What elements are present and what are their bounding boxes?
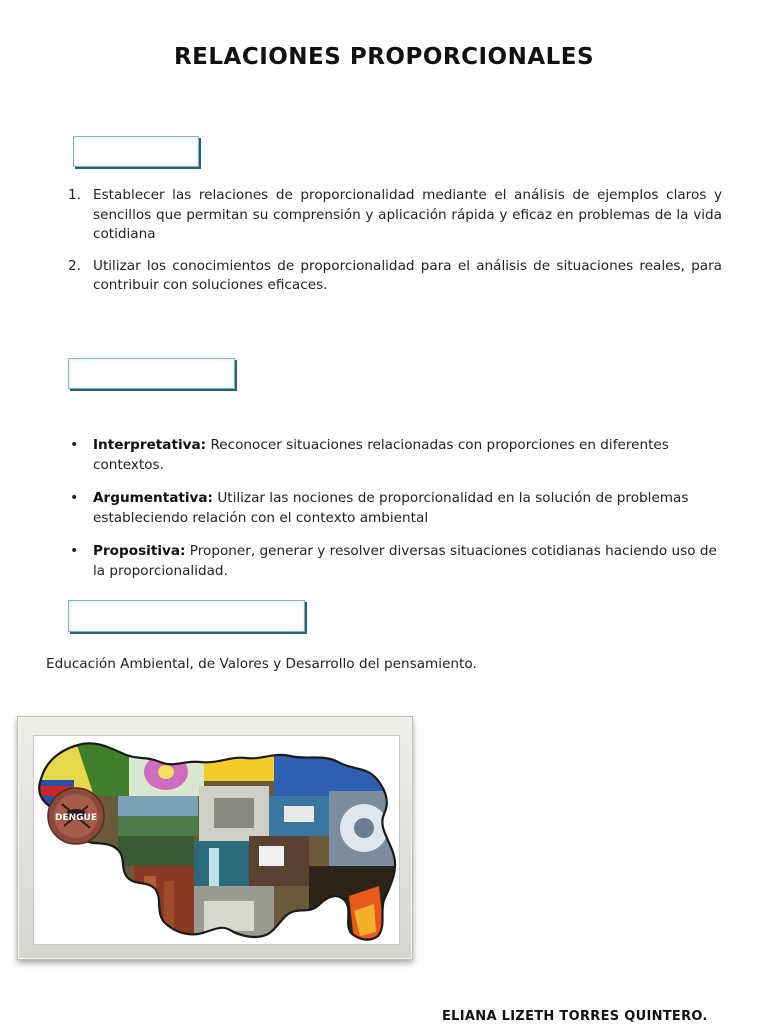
competencies-list	[68, 436, 722, 595]
competency-label: Argumentativa:	[93, 490, 213, 506]
competencies-heading-box	[68, 358, 235, 389]
competency-label: Propositiva:	[93, 543, 186, 559]
bullet-icon: •	[70, 490, 79, 506]
venezuela-collage-image	[33, 735, 400, 945]
dengue-label: DENGUE	[55, 813, 97, 823]
bullet-icon: •	[70, 437, 79, 453]
list-item	[68, 257, 722, 296]
competency-text: Utilizar las nociones de proporcionalidad en la solución de problemas estableciendo relación con el contexto ambiental	[93, 490, 689, 526]
competency-text: Proponer, generar y resolver diversas situaciones cotidianas haciendo uso de la proporcionalidad.	[93, 543, 717, 579]
bullet-icon: •	[70, 543, 79, 559]
competency-label: Interpretativa:	[93, 437, 207, 453]
list-item	[68, 542, 722, 581]
objectives-list	[68, 186, 722, 308]
transversal-heading-box	[68, 600, 305, 632]
page-title: RELACIONES PROPORCIONALES	[173, 44, 595, 70]
list-item	[68, 489, 722, 528]
map-collage-svg	[34, 736, 399, 944]
list-item-text: Establecer las relaciones de proporcionalidad mediante el análisis de ejemplos claros y sencillos que permitan su comprensión y aplicación rápida y eficaz en problemas de la vida cotidiana	[93, 187, 722, 242]
list-item-text: Utilizar los conocimientos de proporcionalidad para el análisis de situaciones reales, para contribuir con soluciones eficaces.	[93, 257, 722, 293]
competency-text: Reconocer situaciones relacionadas con proporciones en diferentes contextos.	[93, 437, 669, 473]
list-number: 1.	[68, 187, 81, 203]
picture-frame	[17, 716, 413, 960]
list-number: 2.	[68, 257, 81, 274]
objectives-heading-box	[73, 136, 199, 167]
transversal-text: Educación Ambiental, de Valores y Desarrollo del pensamiento.	[46, 656, 477, 672]
list-item	[68, 436, 722, 475]
list-item	[68, 186, 722, 245]
author-name: ELIANA LIZETH TORRES QUINTERO.	[442, 1009, 708, 1024]
